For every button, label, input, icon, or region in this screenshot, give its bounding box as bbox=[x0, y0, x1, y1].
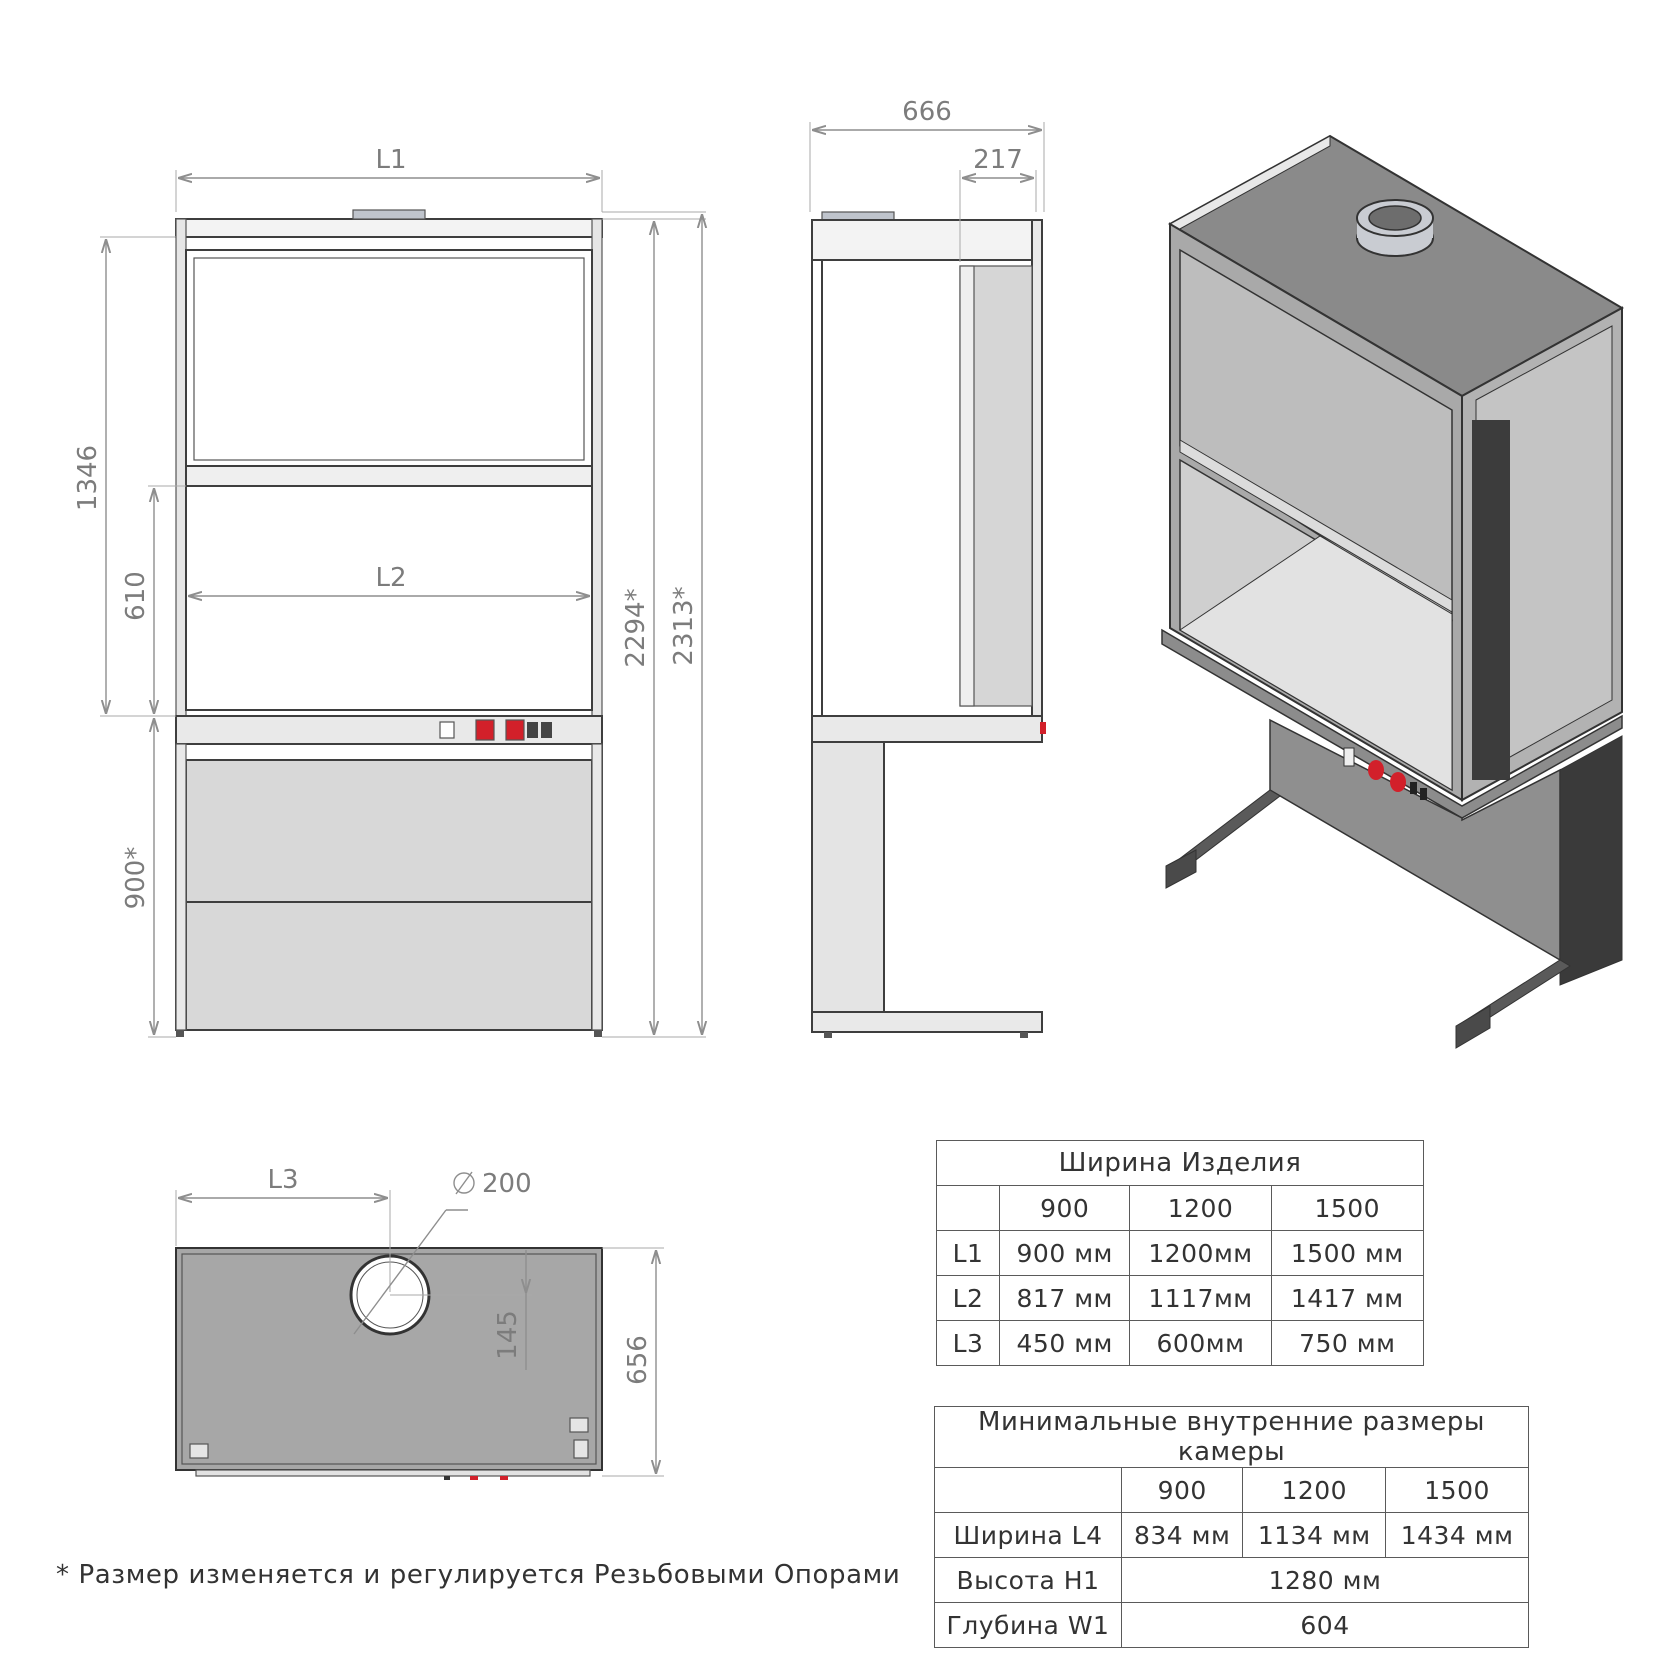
width-table-header-cell bbox=[937, 1186, 1000, 1231]
dim-2313: 2313* bbox=[669, 586, 699, 666]
table-row bbox=[937, 1231, 1424, 1276]
table-row bbox=[937, 1321, 1424, 1366]
top-view bbox=[176, 1165, 664, 1480]
chamber-dimensions-table bbox=[934, 1406, 1529, 1648]
table-row bbox=[935, 1603, 1529, 1648]
width-table-header-cell: 1500 bbox=[1271, 1186, 1423, 1231]
table-cell: 1280 мм bbox=[1122, 1558, 1529, 1603]
table-cell: Ширина L4 bbox=[935, 1513, 1122, 1558]
table-row bbox=[937, 1276, 1424, 1321]
table-cell: 450 мм bbox=[1000, 1321, 1130, 1366]
dim-610: 610 bbox=[121, 571, 151, 621]
dim-diameter-200: 200 bbox=[482, 1169, 532, 1199]
width-table-header-cell: 1200 bbox=[1130, 1186, 1271, 1231]
table-row bbox=[935, 1558, 1529, 1603]
front-view bbox=[73, 145, 706, 1037]
dim-2294: 2294* bbox=[621, 588, 651, 668]
table-cell: 750 мм bbox=[1271, 1321, 1423, 1366]
table-cell: 1117мм bbox=[1130, 1276, 1271, 1321]
table-cell: Глубина W1 bbox=[935, 1603, 1122, 1648]
table-cell: 604 bbox=[1122, 1603, 1529, 1648]
table-cell: 1200мм bbox=[1130, 1231, 1271, 1276]
table-cell: 817 мм bbox=[1000, 1276, 1130, 1321]
chamber-table-title: Минимальные внутренние размеры камеры bbox=[935, 1407, 1529, 1468]
footnote: * Размер изменяется и регулируется Резьбовыми Опорами bbox=[56, 1560, 901, 1590]
table-cell: 900 мм bbox=[1000, 1231, 1130, 1276]
dim-145: 145 bbox=[493, 1310, 523, 1360]
table-cell: Высота H1 bbox=[935, 1558, 1122, 1603]
chamber-table-header-cell: 1500 bbox=[1386, 1468, 1529, 1513]
dim-1346: 1346 bbox=[73, 444, 103, 512]
dim-900: 900* bbox=[121, 846, 151, 910]
table-cell: L3 bbox=[937, 1321, 1000, 1366]
dim-l1: L1 bbox=[375, 145, 407, 175]
table-cell: L1 bbox=[937, 1231, 1000, 1276]
table-cell: 1434 мм bbox=[1386, 1513, 1529, 1558]
chamber-table-header-cell: 1200 bbox=[1243, 1468, 1386, 1513]
dim-l2: L2 bbox=[375, 563, 407, 593]
chamber-table-header-cell bbox=[935, 1468, 1122, 1513]
socket-icon bbox=[476, 720, 494, 740]
table-cell: 600мм bbox=[1130, 1321, 1271, 1366]
product-width-table bbox=[936, 1140, 1424, 1366]
table-row bbox=[935, 1513, 1529, 1558]
dim-656: 656 bbox=[623, 1335, 653, 1385]
width-table-header-cell: 900 bbox=[1000, 1186, 1130, 1231]
table-cell: 834 мм bbox=[1122, 1513, 1243, 1558]
isometric-view bbox=[1162, 136, 1622, 1048]
table-cell: 1417 мм bbox=[1271, 1276, 1423, 1321]
side-view bbox=[810, 97, 1046, 1038]
width-table-title: Ширина Изделия bbox=[937, 1141, 1424, 1186]
table-cell: L2 bbox=[937, 1276, 1000, 1321]
table-cell: 1500 мм bbox=[1271, 1231, 1423, 1276]
indicator-icon bbox=[541, 722, 552, 738]
dim-666: 666 bbox=[902, 97, 952, 127]
dim-217: 217 bbox=[973, 145, 1023, 175]
dim-l3: L3 bbox=[267, 1165, 299, 1195]
indicator-icon bbox=[527, 722, 538, 738]
chamber-table-header-cell: 900 bbox=[1122, 1468, 1243, 1513]
socket-icon bbox=[506, 720, 524, 740]
switch-icon bbox=[440, 722, 454, 738]
table-cell: 1134 мм bbox=[1243, 1513, 1386, 1558]
